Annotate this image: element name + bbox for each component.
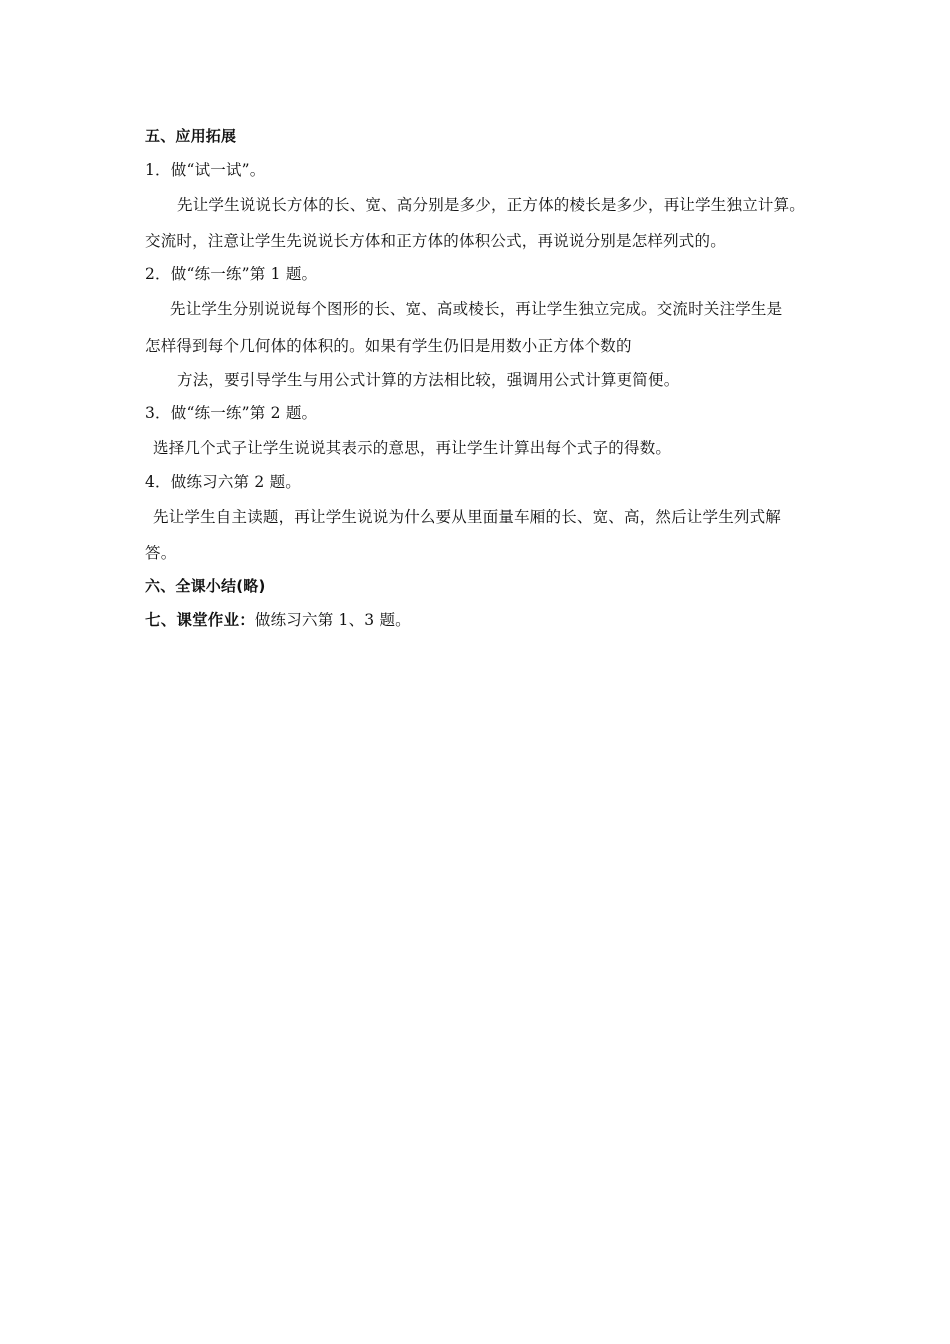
item-1-paragraph-line-2: 交流时，注意让学生先说说长方体和正方体的体积公式，再说说分别是怎样列式的。 — [145, 232, 726, 250]
item-2-paragraph-line-2: 怎样得到每个几何体的体积的。如果有学生仍旧是用数小正方体个数的 — [145, 337, 632, 355]
item-1-paragraph-line-1: 先让学生说说长方体的长、宽、高分别是多少，正方体的棱长是多少，再让学生独立计算。 — [177, 196, 806, 214]
item-2-paragraph-line-1: 先让学生分别说说每个图形的长、宽、高或棱长，再让学生独立完成。交流时关注学生是 — [170, 300, 783, 318]
section-heading-application: 五、应用拓展 — [145, 127, 237, 145]
homework-text: 做练习六第 1、3 题。 — [254, 611, 411, 629]
section-heading-summary: 六、全课小结(略) — [145, 577, 266, 595]
item-4-paragraph-line-1: 先让学生自主读题，再让学生说说为什么要从里面量车厢的长、宽、高，然后让学生列式解 — [153, 508, 782, 526]
item-3-paragraph-line-1: 选择几个式子让学生说说其表示的意思，再让学生计算出每个式子的得数。 — [153, 439, 672, 457]
item-2-paragraph-line-3: 方法，要引导学生与用公式计算的方法相比较，强调用公式计算更简便。 — [177, 371, 680, 389]
item-4-title: 4．做练习六第 2 题。 — [145, 473, 301, 491]
item-2-title: 2．做“练一练”第 1 题。 — [145, 265, 318, 283]
item-3-title: 3．做“练一练”第 2 题。 — [145, 404, 318, 422]
item-1-title: 1．做“试一试”。 — [145, 161, 266, 179]
item-4-paragraph-line-2: 答。 — [145, 544, 177, 562]
section-homework — [145, 610, 411, 630]
section-heading-homework: 七、课堂作业： — [145, 611, 255, 629]
